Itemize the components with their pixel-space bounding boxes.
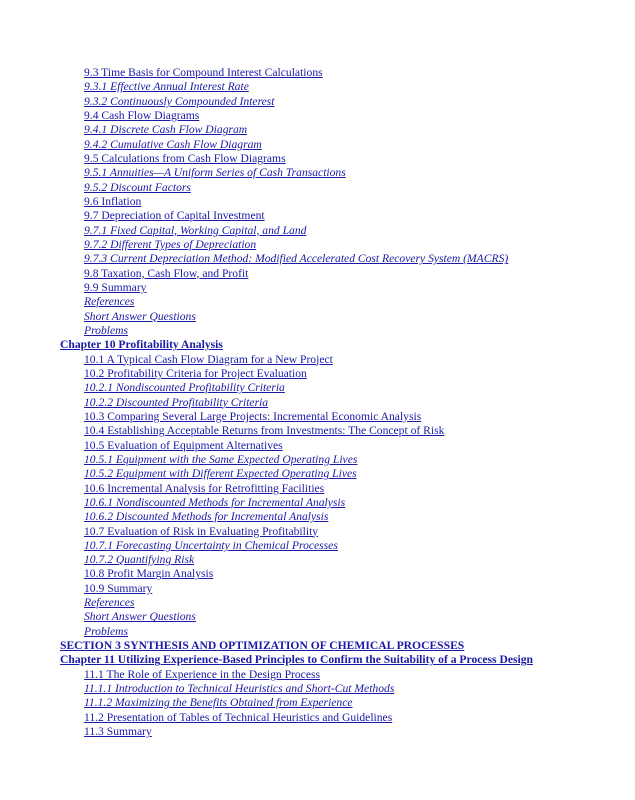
toc-link[interactable]: Short Answer Questions <box>84 610 196 624</box>
toc-entry <box>0 381 635 395</box>
toc-entry <box>0 439 635 453</box>
table-of-contents <box>0 66 635 739</box>
toc-link[interactable]: Chapter 11 Utilizing Experience-Based Principles to Confirm the Suitability of a Process Design <box>60 653 533 667</box>
toc-entry <box>0 281 635 295</box>
toc-link[interactable]: 9.3.1 Effective Annual Interest Rate <box>84 80 249 94</box>
toc-heading <box>0 338 635 352</box>
toc-entry <box>0 310 635 324</box>
toc-entry <box>0 66 635 80</box>
toc-link[interactable]: 10.6.1 Nondiscounted Methods for Incremental Analysis <box>84 495 346 509</box>
toc-link[interactable]: 9.7.3 Current Depreciation Method: Modified Accelerated Cost Recovery System (MACRS) <box>84 252 509 266</box>
toc-entry <box>0 181 635 195</box>
toc-link[interactable]: 11.2 Presentation of Tables of Technical Heuristics and Guidelines <box>84 710 393 724</box>
toc-link[interactable]: 10.9 Summary <box>84 581 153 595</box>
toc-entry <box>0 496 635 510</box>
toc-entry <box>0 367 635 381</box>
toc-entry <box>0 424 635 438</box>
toc-link[interactable]: 10.7 Evaluation of Risk in Evaluating Profitability <box>84 524 319 538</box>
toc-link[interactable]: 9.8 Taxation, Cash Flow, and Profit <box>84 266 249 280</box>
toc-entry <box>0 224 635 238</box>
toc-entry <box>0 80 635 94</box>
toc-link[interactable]: 10.1 A Typical Cash Flow Diagram for a New Project <box>84 352 333 366</box>
toc-entry <box>0 467 635 481</box>
toc-link[interactable]: 9.6 Inflation <box>84 194 142 208</box>
toc-link[interactable]: References <box>84 596 135 610</box>
toc-entry <box>0 696 635 710</box>
toc-link[interactable]: 10.2.2 Discounted Profitability Criteria <box>84 395 269 409</box>
toc-entry <box>0 453 635 467</box>
toc-link[interactable]: 9.9 Summary <box>84 280 147 294</box>
toc-link[interactable]: 10.5.2 Equipment with Different Expected Operating Lives <box>84 467 357 481</box>
toc-link[interactable]: 9.3.2 Continuously Compounded Interest <box>84 94 275 108</box>
toc-entry <box>0 725 635 739</box>
toc-link[interactable]: 9.3 Time Basis for Compound Interest Calculations <box>84 66 323 79</box>
toc-entry <box>0 295 635 309</box>
toc-link[interactable]: 9.7.2 Different Types of Depreciation <box>84 237 257 251</box>
toc-entry <box>0 610 635 624</box>
toc-link[interactable]: References <box>84 295 135 309</box>
toc-link[interactable]: 10.4 Establishing Acceptable Returns from Investments: The Concept of Risk <box>84 424 445 438</box>
toc-entry <box>0 152 635 166</box>
toc-entry <box>0 582 635 596</box>
toc-entry <box>0 482 635 496</box>
toc-entry <box>0 668 635 682</box>
toc-link[interactable]: 9.5 Calculations from Cash Flow Diagrams <box>84 151 286 165</box>
toc-link[interactable]: 9.7.1 Fixed Capital, Working Capital, and Land <box>84 223 307 237</box>
toc-link[interactable]: 10.6.2 Discounted Methods for Incremental Analysis <box>84 510 329 524</box>
toc-entry <box>0 625 635 639</box>
toc-link[interactable]: 10.3 Comparing Several Large Projects: Incremental Economic Analysis <box>84 409 422 423</box>
toc-link[interactable]: 10.7.2 Quantifying Risk <box>84 553 195 567</box>
toc-entry <box>0 682 635 696</box>
toc-entry <box>0 539 635 553</box>
toc-link[interactable]: 10.2.1 Nondiscounted Profitability Criteria <box>84 381 285 395</box>
toc-entry <box>0 195 635 209</box>
toc-link[interactable]: 9.5.2 Discount Factors <box>84 180 191 194</box>
toc-entry <box>0 553 635 567</box>
toc-entry <box>0 252 635 266</box>
toc-heading <box>0 639 635 653</box>
toc-link[interactable]: 11.1 The Role of Experience in the Design Process <box>84 667 321 681</box>
toc-link[interactable]: 10.6 Incremental Analysis for Retrofitting Facilities <box>84 481 325 495</box>
toc-entry <box>0 525 635 539</box>
toc-link[interactable]: Problems <box>84 323 129 337</box>
toc-entry <box>0 410 635 424</box>
toc-entry <box>0 324 635 338</box>
toc-entry <box>0 711 635 725</box>
toc-entry <box>0 396 635 410</box>
toc-heading <box>0 653 635 667</box>
toc-link[interactable]: 9.7 Depreciation of Capital Investment <box>84 209 265 223</box>
toc-link[interactable]: Short Answer Questions <box>84 309 196 323</box>
toc-entry <box>0 138 635 152</box>
toc-link[interactable]: 11.1.1 Introduction to Technical Heuristics and Short-Cut Methods <box>84 682 395 696</box>
toc-link[interactable]: 10.5.1 Equipment with the Same Expected Operating Lives <box>84 452 358 466</box>
toc-entry <box>0 166 635 180</box>
toc-entry <box>0 238 635 252</box>
toc-entry <box>0 567 635 581</box>
toc-entry <box>0 353 635 367</box>
toc-link[interactable]: 11.1.2 Maximizing the Benefits Obtained from Experience <box>84 696 353 710</box>
toc-entry <box>0 109 635 123</box>
toc-link[interactable]: 10.5 Evaluation of Equipment Alternatives <box>84 438 283 452</box>
toc-link[interactable]: SECTION 3 SYNTHESIS AND OPTIMIZATION OF CHEMICAL PROCESSES <box>60 639 465 653</box>
toc-entry <box>0 123 635 137</box>
toc-entry <box>0 596 635 610</box>
toc-link[interactable]: 9.5.1 Annuities—A Uniform Series of Cash Transactions <box>84 166 346 180</box>
toc-link[interactable]: 9.4.2 Cumulative Cash Flow Diagram <box>84 137 262 151</box>
toc-entry <box>0 209 635 223</box>
toc-link[interactable]: Problems <box>84 624 129 638</box>
toc-link[interactable]: 9.4 Cash Flow Diagrams <box>84 108 200 122</box>
toc-entry <box>0 267 635 281</box>
toc-link[interactable]: Chapter 10 Profitability Analysis <box>60 338 223 352</box>
toc-link[interactable]: 10.7.1 Forecasting Uncertainty in Chemical Processes <box>84 538 338 552</box>
toc-entry <box>0 95 635 109</box>
toc-link[interactable]: 9.4.1 Discrete Cash Flow Diagram <box>84 123 248 137</box>
toc-entry <box>0 510 635 524</box>
toc-link[interactable]: 10.2 Profitability Criteria for Project Evaluation <box>84 366 307 380</box>
toc-link[interactable]: 10.8 Profit Margin Analysis <box>84 567 214 581</box>
toc-link[interactable]: 11.3 Summary <box>84 725 152 739</box>
